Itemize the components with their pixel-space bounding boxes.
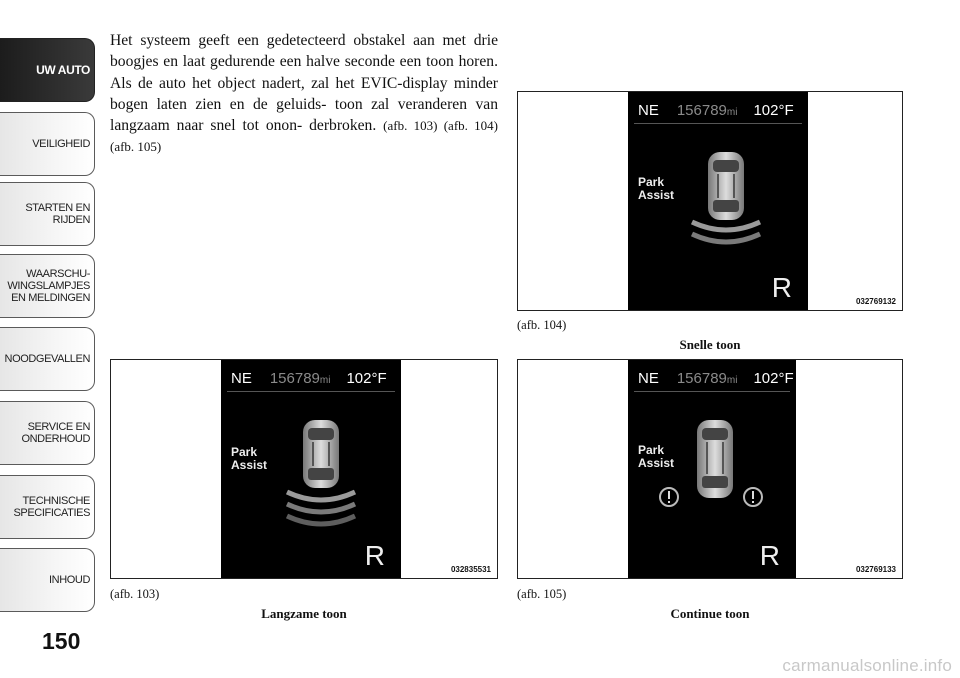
warning-icon (658, 486, 680, 508)
odometer-unit: mi (319, 375, 331, 386)
temperature: 102°F (753, 370, 794, 387)
figure-105 (517, 359, 903, 579)
figure-code: 032769132 (855, 297, 896, 306)
compass-direction: NE (231, 370, 252, 387)
gear-indicator: R (759, 540, 780, 571)
figure-103-caption: Langzame toon (261, 606, 347, 621)
tab-inhoud[interactable] (0, 548, 95, 612)
gear-indicator: R (364, 540, 385, 571)
tab-label: STARTEN EN RIJDEN (25, 202, 90, 226)
tab-label: TECHNISCHE SPECIFICATIES (13, 495, 90, 519)
figure-code: 032769133 (855, 565, 896, 574)
tab-label: SERVICE EN ONDERHOUD (21, 421, 90, 445)
odometer: 156789 (269, 370, 320, 387)
evic-display (628, 360, 796, 578)
car-top-view-icon (690, 418, 740, 503)
tab-label: INHOUD (49, 574, 90, 586)
odometer: 156789 (676, 102, 727, 119)
header-separator (227, 391, 395, 392)
evic-display (628, 92, 808, 310)
chapter-tabs (0, 0, 100, 640)
page-number: 150 (42, 628, 81, 654)
header-separator (634, 123, 802, 124)
tab-noodgevallen[interactable] (0, 327, 95, 391)
gear-indicator: R (771, 272, 792, 303)
park-assist-label: Park Assist (638, 175, 675, 202)
body-paragraph (110, 30, 498, 158)
tab-label: WAARSCHU- WINGSLAMPJES EN MELDINGEN (7, 268, 90, 304)
evic-display (221, 360, 401, 578)
car-top-view-icon (281, 418, 361, 538)
temperature: 102°F (346, 370, 387, 387)
tab-label: VEILIGHEID (32, 138, 90, 150)
odometer: 156789 (676, 370, 727, 387)
compass-direction: NE (638, 370, 659, 387)
watermark: carmanualsonline.info (782, 656, 952, 675)
tab-service-en-onderhoud[interactable] (0, 401, 95, 465)
tab-starten-en-rijden[interactable] (0, 182, 95, 246)
figure-103-ref: (afb. 103) (110, 587, 160, 601)
car-top-view-icon (686, 150, 766, 255)
tab-uw-auto[interactable] (0, 38, 95, 102)
body-text: Het systeem geeft een gedetecteerd obstakel aan met drie boogjes en laat gedurende een halve seconde een toon horen. Als de auto het object nadert, zal het EVIC-display minder bogen laten zien en de geluids- toon zal veranderen van langzaam naar snel tot onon- derbroken. (110, 32, 498, 135)
temperature: 102°F (753, 102, 794, 119)
park-assist-label: Park Assist (638, 443, 675, 470)
tab-technische-specificaties[interactable] (0, 475, 95, 539)
compass-direction: NE (638, 102, 659, 119)
tab-label: NOODGEVALLEN (4, 353, 90, 365)
figure-104-caption: Snelle toon (679, 337, 741, 352)
figure-104-ref: (afb. 104) (517, 318, 567, 332)
park-assist-label: Park Assist (231, 445, 268, 472)
odometer-unit: mi (726, 375, 738, 386)
header-separator (634, 391, 790, 392)
figure-references: (afb. 103) (afb. 104) (afb. 105) (110, 118, 498, 155)
tab-waarschuwingslampjes[interactable] (0, 254, 95, 318)
figure-104 (517, 91, 903, 311)
figure-105-ref: (afb. 105) (517, 587, 567, 601)
odometer-unit: mi (726, 107, 738, 118)
figure-code: 032835531 (450, 565, 491, 574)
figure-103 (110, 359, 498, 579)
tab-label: UW AUTO (36, 63, 90, 77)
warning-icon (742, 486, 764, 508)
figure-105-caption: Continue toon (670, 606, 750, 621)
tab-veiligheid[interactable] (0, 112, 95, 176)
